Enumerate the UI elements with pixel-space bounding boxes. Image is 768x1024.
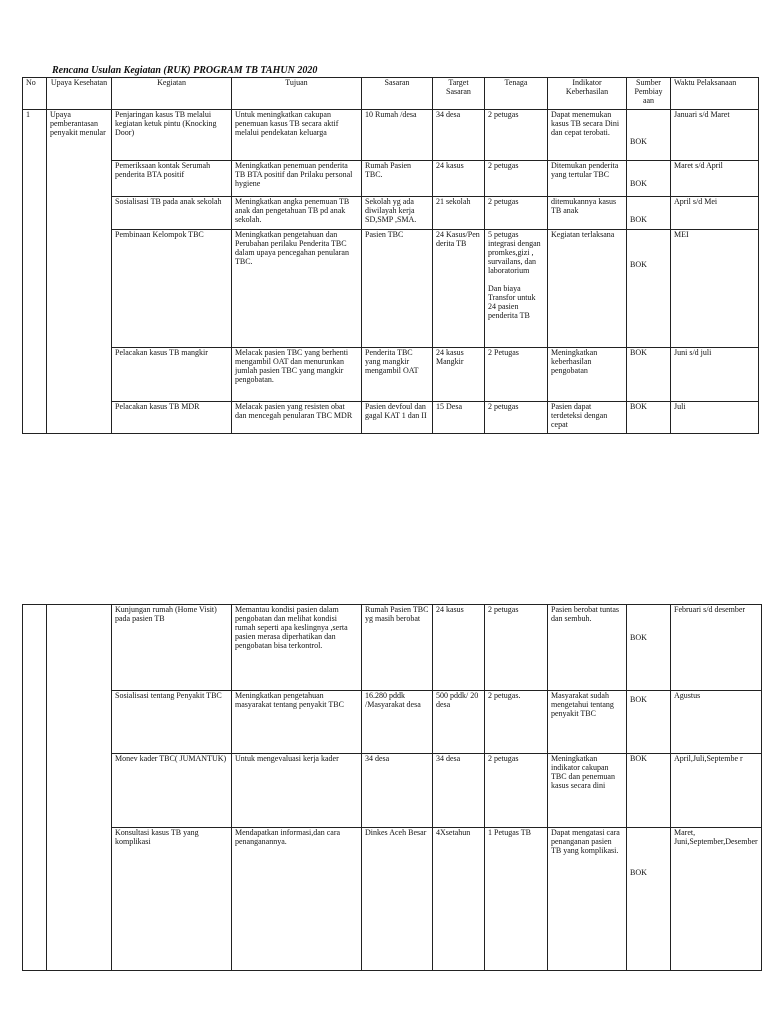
sumber-cell	[627, 197, 671, 230]
tujuan-cell: Memantau kondisi pasien dalam pengobatan dan melihat kondisi rumah seperti apa keslingnya ,serta pasien merasa diperhatikan dan pengobatan bisa terkontrol.	[232, 605, 362, 691]
kegiatan-cell: Pelacakan kasus TB MDR	[112, 402, 232, 434]
indikator-cell: Kegiatan terlaksana	[548, 230, 627, 348]
ruk-table-page-1	[22, 77, 759, 434]
header-cell: Sasaran	[362, 78, 433, 110]
tujuan-cell: Untuk meningkatkan cakupan penemuan kasus TB secara aktif melalui pendekatan keluarga	[232, 110, 362, 161]
indikator-cell: Dapat mengatasi cara penanganan pasien TB yang komplikasi.	[548, 828, 627, 971]
row-number-cell	[23, 605, 47, 971]
tujuan-cell: Meningkatkan pengetahuan masyarakat tentang penyakit TBC	[232, 691, 362, 754]
kegiatan-cell: Monev kader TBC( JUMANTUK)	[112, 754, 232, 828]
sasaran-cell: Dinkes Aceh Besar	[362, 828, 433, 971]
header-cell: Indikator Keberhasilan	[548, 78, 627, 110]
target-cell: 24 Kasus/Pen derita TB	[433, 230, 485, 348]
tenaga-cell: 2 petugas	[485, 197, 548, 230]
tujuan-cell: Meningkatkan penemuan penderita TB BTA positif dan Prilaku personal hygiene	[232, 161, 362, 197]
waktu-cell: April,Juli,Septembe r	[671, 754, 762, 828]
kegiatan-cell: Pelacakan kasus TB mangkir	[112, 348, 232, 402]
header-cell: Tenaga	[485, 78, 548, 110]
target-cell: 4Xsetahun	[433, 828, 485, 971]
indikator-cell: Meningkatkan keberhasilan pengobatan	[548, 348, 627, 402]
sumber-value: BOK	[630, 754, 647, 763]
waktu-cell: Maret s/d April	[671, 161, 759, 197]
target-cell: 21 sekolah	[433, 197, 485, 230]
tenaga-cell: 2 petugas	[485, 110, 548, 161]
header-cell: Waktu Pelaksanaan	[671, 78, 759, 110]
table-row	[23, 230, 759, 348]
tenaga-cell: 5 petugas integrasi dengan promkes,gizi , survailans, dan laboratorium Dan biaya Transfor untuk 24 pasien penderita TB	[485, 230, 548, 348]
table-row	[23, 828, 762, 971]
tujuan-cell: Mendapatkan informasi,dan cara penanganannya.	[232, 828, 362, 971]
header-cell: Target Sasaran	[433, 78, 485, 110]
indikator-cell: Ditemukan penderita yang tertular TBC	[548, 161, 627, 197]
waktu-cell: Januari s/d Maret	[671, 110, 759, 161]
sumber-value: BOK	[630, 348, 647, 357]
table-row	[23, 348, 759, 402]
sumber-cell	[627, 348, 671, 402]
waktu-cell: Juni s/d juli	[671, 348, 759, 402]
target-cell: 34 desa	[433, 110, 485, 161]
kegiatan-cell: Sosialisasi tentang Penyakit TBC	[112, 691, 232, 754]
kegiatan-cell: Penjaringan kasus TB melalui kegiatan ketuk pintu (Knocking Door)	[112, 110, 232, 161]
sumber-cell	[627, 402, 671, 434]
table-row	[23, 402, 759, 434]
tenaga-cell: 1 Petugas TB	[485, 828, 548, 971]
sumber-cell	[627, 691, 671, 754]
header-cell: No	[23, 78, 47, 110]
sasaran-cell: Pasien TBC	[362, 230, 433, 348]
table-row	[23, 605, 762, 691]
sumber-value: BOK	[630, 215, 647, 224]
waktu-cell: MEI	[671, 230, 759, 348]
tenaga-cell: 2 petugas	[485, 754, 548, 828]
header-row	[23, 78, 759, 110]
kegiatan-cell: Sosialisasi TB pada anak sekolah	[112, 197, 232, 230]
sumber-value: BOK	[630, 402, 647, 411]
tenaga-cell: 2 petugas.	[485, 691, 548, 754]
tenaga-cell: 2 petugas	[485, 161, 548, 197]
indikator-cell: Dapat menemukan kasus TB secara Dini dan cepat terobati.	[548, 110, 627, 161]
sasaran-cell: Penderita TBC yang mangkir mengambil OAT	[362, 348, 433, 402]
sumber-cell	[627, 828, 671, 971]
tujuan-cell: Meningkatkan pengetahuan dan Perubahan perilaku Penderita TBC dalam upaya pencegahan penularan TBC.	[232, 230, 362, 348]
tenaga-cell: 2 petugas	[485, 402, 548, 434]
table-row	[23, 197, 759, 230]
sasaran-cell: Pasien devfoul dan gagal KAT 1 dan II	[362, 402, 433, 434]
table-row	[23, 754, 762, 828]
sumber-value: BOK	[630, 137, 647, 146]
waktu-cell: Agustus	[671, 691, 762, 754]
indikator-cell: Meningkatkan indikator cakupan TBC dan penemuan kasus secara dini	[548, 754, 627, 828]
waktu-cell: April s/d Mei	[671, 197, 759, 230]
tenaga-cell: 2 Petugas	[485, 348, 548, 402]
sumber-value: BOK	[630, 260, 647, 269]
tujuan-cell: Melacak pasien TBC yang berhenti mengambil OAT dan menurunkan jumlah pasien TBC yang mangkir pengobatan.	[232, 348, 362, 402]
upaya-kesehatan-cell: Upaya pemberantasan penyakit menular	[47, 110, 112, 434]
sumber-cell	[627, 754, 671, 828]
header-cell: Kegiatan	[112, 78, 232, 110]
sasaran-cell: 34 desa	[362, 754, 433, 828]
table-row	[23, 110, 759, 161]
upaya-kesehatan-cell	[47, 605, 112, 971]
sumber-value: BOK	[630, 179, 647, 188]
sumber-cell	[627, 161, 671, 197]
target-cell: 500 pddk/ 20 desa	[433, 691, 485, 754]
target-cell: 24 kasus	[433, 605, 485, 691]
waktu-cell: Maret, Juni,September,Desember	[671, 828, 762, 971]
target-cell: 15 Desa	[433, 402, 485, 434]
kegiatan-cell: Pemeriksaan kontak Serumah penderita BTA positif	[112, 161, 232, 197]
header-cell: Sumber Pembiay aan	[627, 78, 671, 110]
indikator-cell: Pasien dapat terdeteksi dengan cepat	[548, 402, 627, 434]
target-cell: 24 kasus Mangkir	[433, 348, 485, 402]
header-cell: Tujuan	[232, 78, 362, 110]
target-cell: 24 kasus	[433, 161, 485, 197]
kegiatan-cell: Konsultasi kasus TB yang komplikasi	[112, 828, 232, 971]
indikator-cell: Pasien berobat tuntas dan sembuh.	[548, 605, 627, 691]
ruk-table-page-2	[22, 604, 762, 971]
sasaran-cell: 16.280 pddk /Masyarakat desa	[362, 691, 433, 754]
document-title: Rencana Usulan Kegiatan (RUK) PROGRAM TB TAHUN 2020	[52, 65, 318, 76]
sasaran-cell: Rumah Pasien TBC.	[362, 161, 433, 197]
sasaran-cell: Rumah Pasien TBC yg masih berobat	[362, 605, 433, 691]
sumber-value: BOK	[630, 695, 647, 704]
waktu-cell: Juli	[671, 402, 759, 434]
sumber-value: BOK	[630, 633, 647, 642]
tenaga-cell: 2 petugas	[485, 605, 548, 691]
target-cell: 34 desa	[433, 754, 485, 828]
kegiatan-cell: Pembinaan Kelompok TBC	[112, 230, 232, 348]
row-number-cell: 1	[23, 110, 47, 434]
sasaran-cell: Sekolah yg ada diwilayah kerja SD,SMP ,SMA.	[362, 197, 433, 230]
sumber-value: BOK	[630, 868, 647, 877]
tujuan-cell: Meningkatkan angka penemuan TB anak dan pengetahuan TB pd anak sekolah.	[232, 197, 362, 230]
table-row	[23, 691, 762, 754]
kegiatan-cell: Kunjungan rumah (Home Visit) pada pasien TB	[112, 605, 232, 691]
table-row	[23, 161, 759, 197]
sasaran-cell: 10 Rumah /desa	[362, 110, 433, 161]
sumber-cell	[627, 230, 671, 348]
indikator-cell: ditemukannya kasus TB anak	[548, 197, 627, 230]
sumber-cell	[627, 110, 671, 161]
tujuan-cell: Untuk mengevaluasi kerja kader	[232, 754, 362, 828]
waktu-cell: Februari s/d desember	[671, 605, 762, 691]
sumber-cell	[627, 605, 671, 691]
tujuan-cell: Melacak pasien yang resisten obat dan mencegah penularan TBC MDR	[232, 402, 362, 434]
indikator-cell: Masyarakat sudah mengetahui tentang penyakit TBC	[548, 691, 627, 754]
header-cell: Upaya Kesehatan	[47, 78, 112, 110]
